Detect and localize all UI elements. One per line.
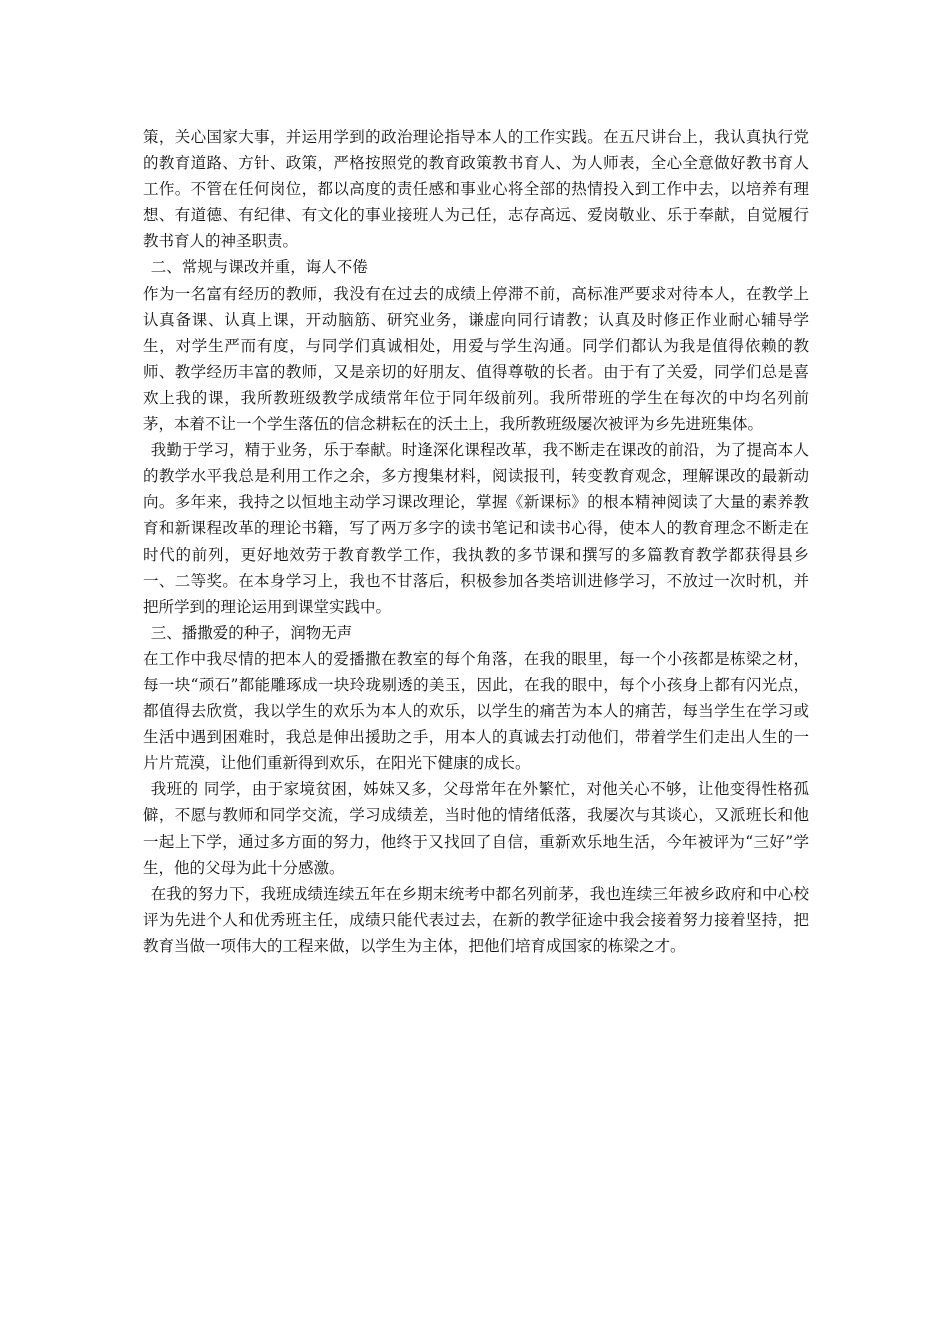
paragraph-study-and-reform: 我勤于学习，精于业务，乐于奉献。时逢深化课程改革，我不断走在课改的前沿，为了提高本人的教学水平我总是利用工作之余，多方搜集材料，阅读报刊，转变教育观念，理解课改的最新动向。多年来，我持之以恒地主动学习课改理论，掌握《新课标》的根本精神阅读了大量的素养教育和新课程改革的理论书籍，写了两万多字的读书笔记和读书心得，使本人的教育理念不断走在时代的前列，更好地效劳于教育教学工作，我执教的多节课和撰写的多篇教育教学都获得县乡一、二等奖。在本身学习上，我也不甘落后，积极参加各类培训进修学习，不放过一次时机，并把所学到的理论运用到课堂实践中。 (143, 441, 809, 616)
paragraph-spreading-love: 在工作中我尽情的把本人的爱播撒在教室的每个角落，在我的眼里，每一个小孩都是栋梁之材，每一块“顽石”都能雕琢成一块玲珑剔透的美玉，因此，在我的眼中，每个小孩身上都有闪光点，都值得去欣赏，我以学生的欢乐为本人的欢乐，以学生的痛苦为本人的痛苦，每当学生在学习或生活中遇到困难时，我总是伸出援助之手，用本人的真诚去打动他们，带着学生们走出人生的一片片荒漠，让他们重新得到欢乐，在阳光下健康的成长。 (143, 649, 809, 773)
paragraph-teaching-experience: 作为一名富有经历的教师，我没有在过去的成绩上停滞不前，高标准严要求对待本人，在教学上认真备课、认真上课，开动脑筋、研究业务，谦虚向同行请教；认真及时修正作业耐心辅导学生，对学生严而有度，与同学们真诚相处，用爱与学生沟通。同学们都认为我是值得依赖的教师、教学经历丰富的教师，又是亲切的好朋友、值得尊敬的长者。由于有了关爱，同学们总是喜欢上我的课，我所教班级教学成绩常年位于同年级前列。我所带班的学生在每次的中均名列前茅，本着不让一个学生落伍的信念耕耘在的沃土上，我所教班级屡次被评为乡先进班集体。 (143, 284, 809, 434)
document-page (143, 124, 809, 959)
paragraph-intro-continuation: 策，关心国家大事，并运用学到的政治理论指导本人的工作实践。在五尺讲台上，我认真执行党的教育道路、方针、政策，严格按照党的教育政策教书育人、为人师表，全心全意做好教书育人工作。不管在任何岗位，都以高度的责任感和事业心将全部的热情投入到工作中去，以培养有理想、有道德、有纪律、有文化的事业接班人为己任，志存高远、爱岗敬业、乐于奉献，自觉履行教书育人的神圣职责。 (143, 128, 809, 251)
paragraph-achievements: 在我的努力下，我班成绩连续五年在乡期末统考中都名列前茅，我也连续三年被乡政府和中心校评为先进个人和优秀班主任，成绩只能代表过去，在新的教学征途中我会接着努力接着坚持，把教育当做一项伟大的工程来做，以学生为主体，把他们培育成国家的栋梁之才。 (143, 884, 809, 955)
paragraph-student-story: 我班的 同学，由于家境贫困，姊妹又多，父母常年在外繁忙，对他关心不够，让他变得性格孤僻，不愿与教师和同学交流，学习成绩差，当时他的情绪低落，我屡次与其谈心，又派班长和他一起上下学，通过多方面的努力，他终于又找回了自信，重新欢乐地生活，今年被评为“三好”学生，他的父母为此十分感激。 (143, 780, 809, 877)
section-heading-three: 三、播撒爱的种子，润物无声 (150, 623, 353, 642)
section-heading-two: 二、常规与课改并重，诲人不倦 (150, 258, 368, 277)
